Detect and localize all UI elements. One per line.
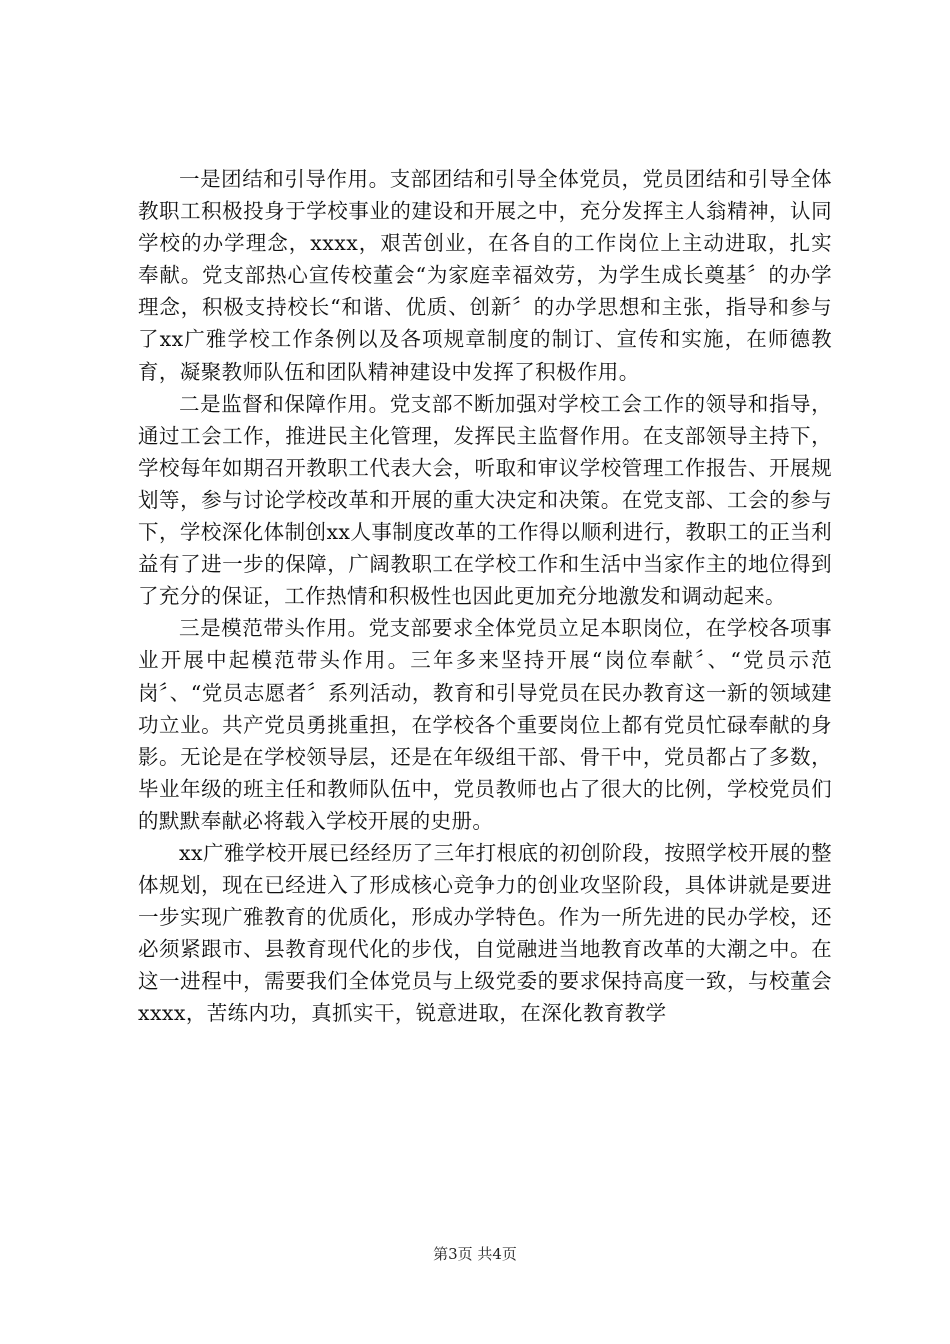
paragraph-school-development: xx广雅学校开展已经经历了三年打根底的初创阶段，按照学校开展的整体规划，现在已经进入了形成核心竞争力的创业攻坚阶段，具体讲就是要进一步实现广雅教育的优质化，形成办学特色。作为一所先进的民办学校，还必须紧跟市、县教育现代化的步伐，自觉融进当地教育改革的大潮之中。在这一进程中，需要我们全体党员与上级党委的要求保持高度一致，与校董会xxxx，苦练内功，真抓实干，锐意进取，在深化教育教学 xyxy=(138,840,832,1026)
page-number: 第3页 共4页 xyxy=(433,1245,517,1263)
paragraph-supervision-guarantee: 二是监督和保障作用。党支部不断加强对学校工会工作的领导和指导，通过工会工作，推进民主化管理，发挥民主监督作用。在支部领导主持下，学校每年如期召开教职工代表大会，听取和审议学校管理工作报告、开展规划等，参与讨论学校改革和开展的重大决定和决策。在党支部、工会的参与下，学校深化体制创xx人事制度改革的工作得以顺利进行，教职工的正当利益有了进一步的保障，广阔教职工在学校工作和生活中当家作主的地位得到了充分的保证，工作热情和积极性也因此更加充分地激发和调动起来。 xyxy=(138,391,832,609)
paragraph-unity-guidance: 一是团结和引导作用。支部团结和引导全体党员，党员团结和引导全体教职工积极投身于学校事业的建设和开展之中，充分发挥主人翁精神，认同学校的办学理念，xxxx，艰苦创业，在各自的工作岗位上主动进取，扎实奉献。党支部热心宣传校董会“为家庭幸福效劳，为学生成长奠基〞的办学理念，积极支持校长“和谐、优质、创新〞的办学思想和主张，指导和参与了xx广雅学校工作条例以及各项规章制度的制订、宣传和实施，在师德教育，凝聚教师队伍和团队精神建设中发挥了积极作用。 xyxy=(138,167,832,384)
paragraph-exemplary-role: 三是模范带头作用。党支部要求全体党员立足本职岗位，在学校各项事业开展中起模范带头作用。三年多来坚持开展“岗位奉献〞、“党员示范岗〞、“党员志愿者〞系列活动，教育和引导党员在民办教育这一新的领域建功立业。共产党员勇挑重担，在学校各个重要岗位上都有党员忙碌奉献的身影。无论是在学校领导层，还是在年级组干部、骨干中，党员都占了多数，毕业年级的班主任和教师队伍中，党员教师也占了很大的比例，学校党员们的默默奉献必将载入学校开展的史册。 xyxy=(138,616,832,833)
page-footer xyxy=(0,1244,950,1264)
document-body xyxy=(138,163,832,1030)
